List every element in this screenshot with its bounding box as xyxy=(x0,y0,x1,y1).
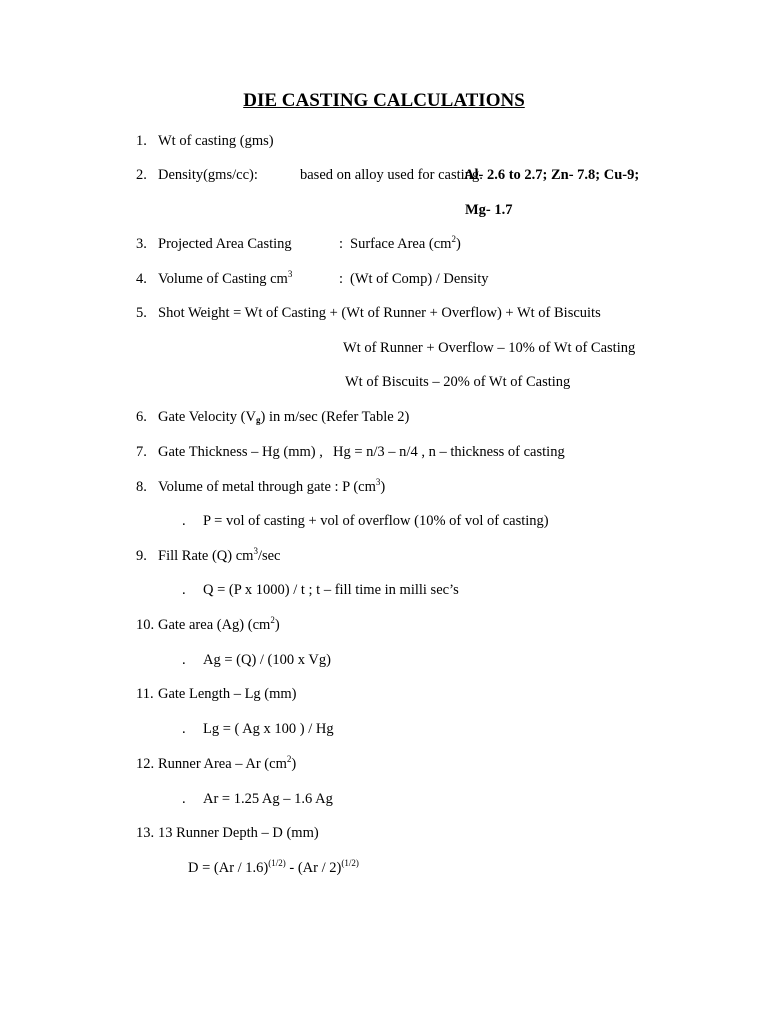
item-text: Wt of casting (gms) xyxy=(158,133,274,149)
density-note: based on alloy used for casting. xyxy=(300,167,483,183)
item-number: 6. xyxy=(136,409,147,425)
item-formula: Ar = 1.25 Ag – 1.6 Ag xyxy=(203,791,333,807)
item-text: 13 Runner Depth – D (mm) xyxy=(158,825,319,841)
item-text: Gate Length – Lg (mm) xyxy=(158,686,297,702)
item-number: 9. xyxy=(136,548,147,564)
item-text: Gate area (Ag) $(cm^2)$ xyxy=(158,615,280,633)
item-text: Gate Velocity $(V_g)$ in m/sec (Refer Table 2) xyxy=(158,409,410,425)
item-number: 3. xyxy=(136,236,147,252)
item-formula: D = (Ar / 1.6)$^{(1/2)}$ - (Ar / 2)$^{(1/2)}$ xyxy=(188,858,359,876)
item-text: Density(gms/cc): xyxy=(158,167,258,183)
item-text: Fill Rate (Q) $cm^3/\sec$ xyxy=(158,546,281,564)
item-number: 11. xyxy=(136,686,154,702)
item-formula: Q = (P x 1000) / t ; t – fill time in milli sec’s xyxy=(203,582,459,598)
item-formula: (Wt of Comp) / Density xyxy=(350,271,489,287)
alloy-densities: Al- 2.6 to 2.7; Zn- 7.8; Cu-9; xyxy=(464,167,640,183)
item-number: 1. xyxy=(136,133,147,149)
separator: : xyxy=(339,271,344,287)
bullet: . xyxy=(182,513,186,529)
item-text: Gate Thickness – Hg (mm) , xyxy=(158,444,323,460)
item-formula: Surface Area $(cm^2)$ xyxy=(350,234,461,252)
item-formula: Wt of Biscuits – 20% of Wt of Casting xyxy=(345,374,571,390)
page-title: DIE CASTING CALCULATIONS xyxy=(243,90,525,111)
item-text: Volume of Casting $cm^3$ xyxy=(158,269,293,287)
alloy-densities-mg: Mg- 1.7 xyxy=(465,202,513,218)
item-formula: Wt of Runner + Overflow – 10% of Wt of Casting xyxy=(343,340,636,356)
item-number: 5. xyxy=(136,305,147,321)
item-number: 4. xyxy=(136,271,147,287)
item-number: 12. xyxy=(136,756,155,772)
bullet: . xyxy=(182,652,186,668)
item-formula: Lg = ( Ag x 100 ) / Hg xyxy=(203,721,334,737)
item-formula: Ag = (Q) / (100 x Vg) xyxy=(203,652,331,668)
item-number: 10. xyxy=(136,617,155,633)
bullet: . xyxy=(182,791,186,807)
item-number: 7. xyxy=(136,444,147,460)
item-text: Runner Area – Ar $(cm^2)$ xyxy=(158,754,297,772)
item-number: 13. xyxy=(136,825,155,841)
bullet: . xyxy=(182,582,186,598)
item-text: Volume of metal through gate : P $(cm^3)$ xyxy=(158,477,386,495)
separator: : xyxy=(339,236,344,252)
item-formula: Hg = n/3 – n/4 , n – thickness of casting xyxy=(333,444,565,460)
item-text: Shot Weight = Wt of Casting + (Wt of Runner + Overflow) + Wt of Biscuits xyxy=(158,305,601,321)
item-number: 2. xyxy=(136,167,147,183)
bullet: . xyxy=(182,721,186,737)
item-formula: P = vol of casting + vol of overflow (10% of vol of casting) xyxy=(203,513,549,529)
item-text: Projected Area Casting xyxy=(158,236,292,252)
item-number: 8. xyxy=(136,479,147,495)
